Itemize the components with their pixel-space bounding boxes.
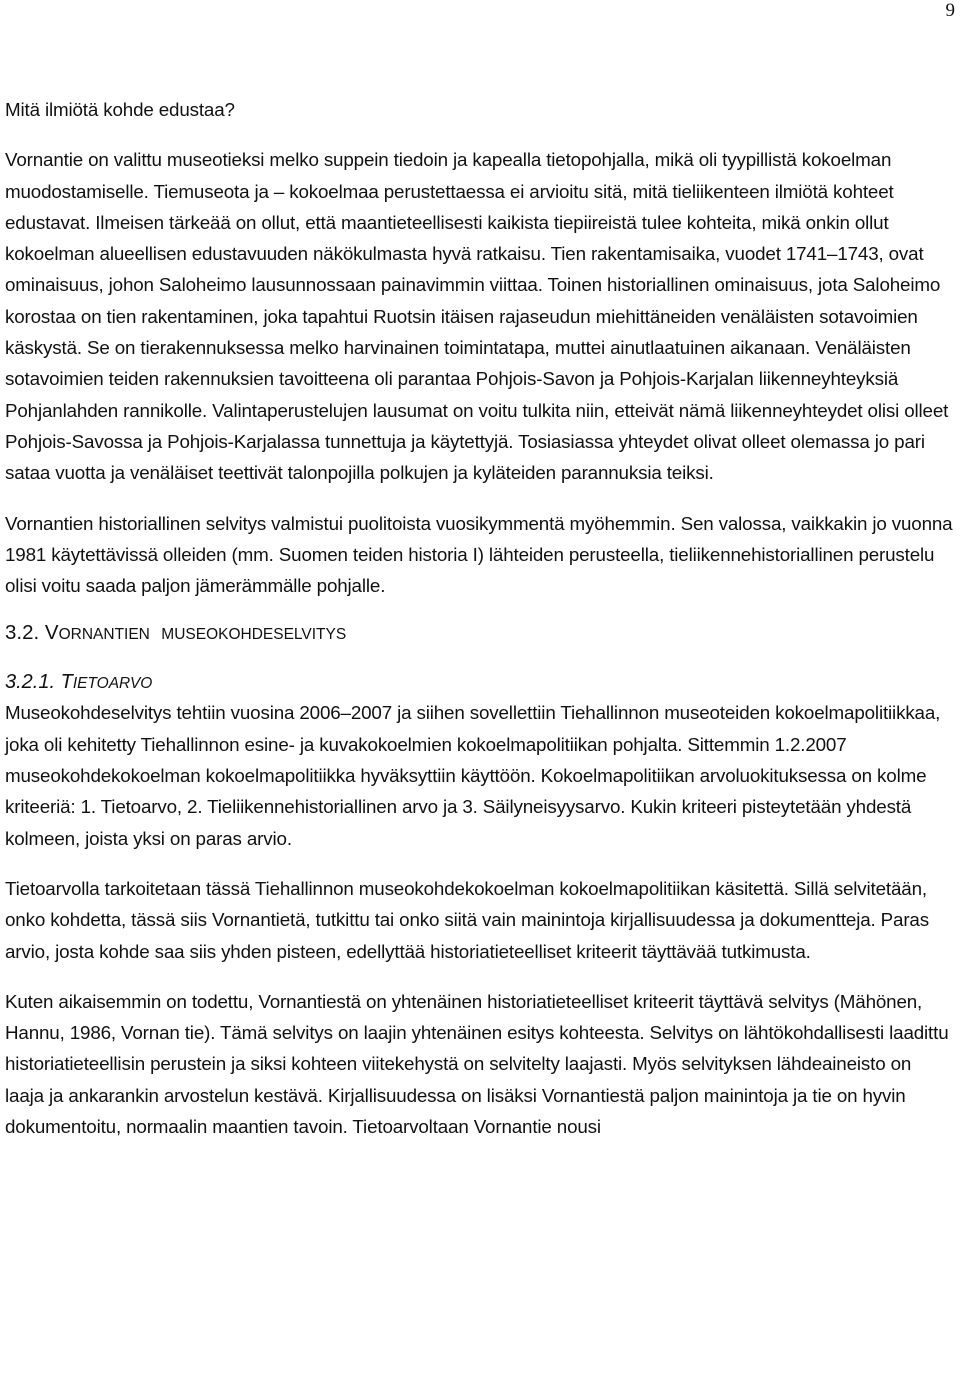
paragraph-2: Vornantien historiallinen selvitys valmistui puolitoista vuosikymmentä myöhemmin. Sen valossa, vaikkakin jo vuonna 1981 käytettävissä olleiden (mm. Suomen teiden historia I) lähteiden perusteella, tieliikennehistoriallinen perustelu olisi voitu saada paljon jämerämmälle pohjalle.: [5, 512, 953, 597]
section-question-heading: Mitä ilmiötä kohde edustaa?: [5, 99, 235, 120]
page-number: 9: [945, 0, 955, 21]
paragraph-5: Kuten aikaisemmin on todettu, Vornantiestä on yhtenäinen historiatieteelliset kriteerit täyttävä selvitys (Mähönen, Hannu, 1986, Vornan tie). Tämä selvitys on laajin yhtenäinen esitys kohteesta. Selvitys on lähtökohdallisesti laadittu historiatieteellisin perustein ja siksi kohteen viitekehystä on selvitelty laajasti. Myös selvityksen lähdeaineisto on laaja ja ankarankin arvostelun kestävä. Kirjallisuudessa on lisäksi Vornantiestä paljon mainintoja ja tie on hyvin dokumentoitu, normaalin maantien tavoin. Tietoarvoltaan Vornantie nousi: [5, 990, 949, 1138]
paragraph-4: Tietoarvolla tarkoitetaan tässä Tiehallinnon museokohdekokoelman kokoelmapolitiikan käsitettä. Sillä selvitetään, onko kohdetta, tässä siis Vornantietä, tutkittu tai onko siitä vain mainintoja kirjallisuudessa ja dokumentteja. Paras arvio, josta kohde saa siis yhden pisteen, edellyttää historiatieteelliset kriteerit täyttävää tutkimusta.: [5, 877, 929, 962]
subheading-number: 3.2.1.: [5, 671, 56, 694]
paragraph-3: Museokohdeselvitys tehtiin vuosina 2006–2007 ja siihen sovellettiin Tiehallinnon museoteiden kokoelmapolitiikkaa, joka oli kehitetty Tiehallinnon esine- ja kuvakokoelmien kokoelmapolitiikan pohjalta. Sittemmin 1.2.2007 museokohdekokoelman kokoelmapolitiikka hyväksyttiin käyttöön. Kokoelmapolitiikan arvoluokituksessa on kolme kriteeriä: 1. Tietoarvo, 2. Tieliikennehistoriallinen arvo ja 3. Säilyneisyysarvo. Kukin kriteeri pisteytetään yhdestä kolmeen, joista yksi on paras arvio.: [5, 702, 941, 849]
heading-initial: V: [44, 621, 59, 645]
subheading-initial: T: [60, 671, 73, 694]
paragraph-1: Vornantie on valittu museotieksi melko suppein tiedoin ja kapealla tietopohjalla, mikä oli tyypillistä kokoelman muodostamiselle. Tiemuseota ja – kokoelmaa perustettaessa ei arvioitu sitä, mitä tieliikenteen ilmiötä kohteet edustavat. Ilmeisen tärkeää on ollut, että maantieteellisesti kaikista tiepiireistä tulee kohteita, mikä onkin ollut kokoelman alueellisen edustavuuden näkökulmasta hyvä ratkaisu. Tien rakentamisaika, vuodet 1741–1743, ovat ominaisuus, johon Saloheimo lausunnossaan painavimmin viittaa. Toinen historiallinen ominaisuus, jota Saloheimo korostaa on tien rakentaminen, joka tapahtui Ruotsin itäisen rajaseudun miehittäneiden venäläisten sotavoimien käskystä. Se on tierakennuksessa melko harvinainen toimintatapa, muttei ainutlaatuinen aikanaan. Venäläisten sotavoimien teiden rakennuksien tavoitteena oli parantaa Pohjois-Savon ja Pohjois-Karjalan liikenneyhteyksiä Pohjanlahden rannikolle. Valintaperustelujen lausumat on voitu tulkita niin, etteivät nämä liikenneyhteydet olisi olleet Pohjois-Savossa ja Pohjois-Karjalassa tunnettuja ja käytettyjä. Tosiasiassa yhteydet olivat olleet olemassa jo pari sataa vuotta ja venäläiset teettivät talonpojilla polkujen ja kyläteiden parannuksia teiksi.: [5, 149, 949, 484]
heading-number: 3.2.: [5, 621, 40, 645]
heading-smallcaps-part-2: MUSEOKOHDESELVITYS: [161, 626, 347, 644]
subsection-heading-3-2-1: [5, 669, 955, 697]
subheading-smallcaps: IETOARVO: [72, 675, 153, 693]
document-body: [5, 94, 955, 1142]
section-heading-3-2: [5, 619, 955, 649]
heading-smallcaps-part-1: ORNANTIEN: [58, 626, 150, 644]
